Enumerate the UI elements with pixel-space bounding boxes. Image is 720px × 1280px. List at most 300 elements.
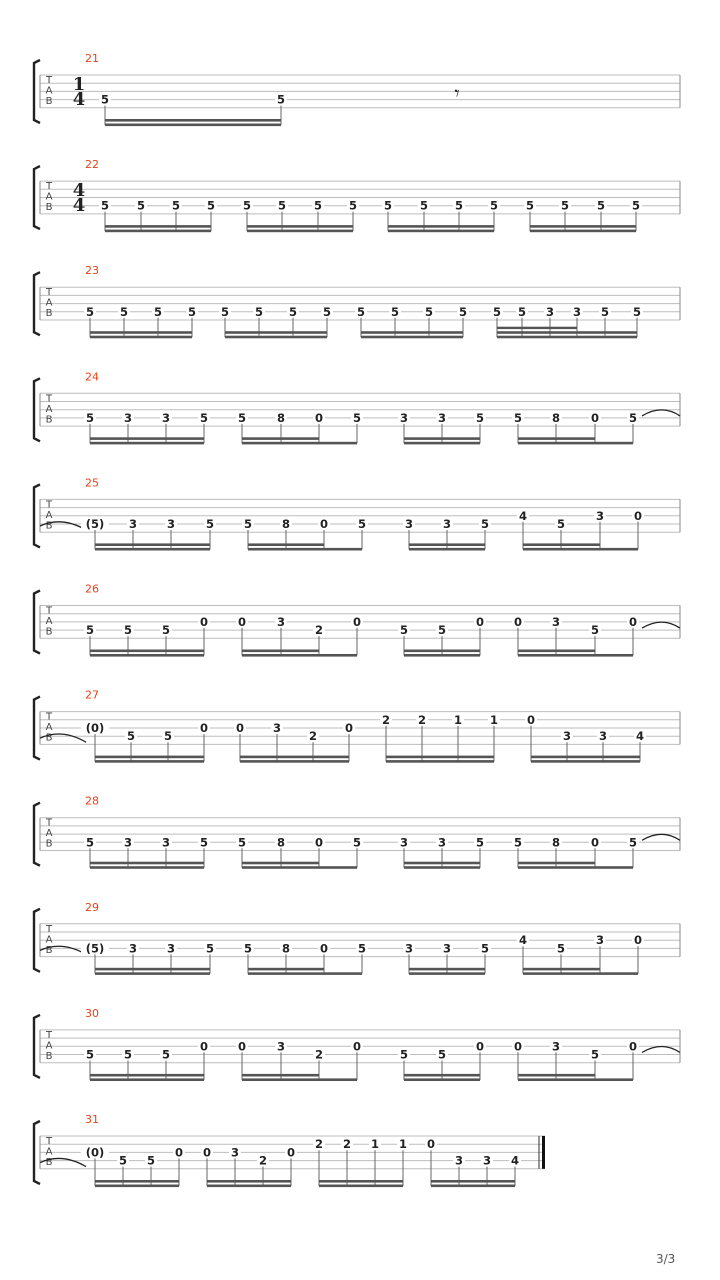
beam-secondary <box>531 756 640 759</box>
fret-number: 0 <box>475 1039 485 1054</box>
beam-secondary <box>240 756 349 759</box>
fret-number: 0 <box>633 508 643 523</box>
fret-number: 0 <box>590 835 600 850</box>
fret-number: 5 <box>85 623 95 638</box>
tab-clef-letter: B <box>45 202 53 214</box>
fret-number: 5 <box>348 198 358 213</box>
tab-clef-letter: A <box>45 509 53 521</box>
fret-number: 0 <box>314 410 324 425</box>
fret-number: 5 <box>123 623 133 638</box>
beam-secondary <box>404 437 480 440</box>
tab-clef-letter: A <box>45 1040 53 1052</box>
system-21 <box>34 52 680 126</box>
fret-number: 0 <box>199 614 209 629</box>
beam-primary <box>105 124 281 127</box>
fret-number: 5 <box>313 198 323 213</box>
fret-number: 5 <box>525 198 535 213</box>
tab-clef-letter: A <box>45 191 53 203</box>
system-26 <box>34 583 680 657</box>
system-bracket <box>34 272 40 335</box>
fret-number: 3 <box>551 1039 561 1054</box>
fret-number: 2 <box>258 1153 268 1168</box>
beam-secondary <box>404 1074 480 1077</box>
fret-number: 0 <box>235 721 245 735</box>
fret-number: 5 <box>126 729 136 744</box>
fret-number: 1 <box>370 1137 380 1152</box>
eighth-rest: 𝄾 <box>454 81 460 105</box>
beam-secondary <box>518 1074 595 1077</box>
fret-number: 0 <box>199 721 209 735</box>
beam-primary <box>242 442 357 445</box>
fret-number: 3 <box>161 410 171 425</box>
beam-secondary <box>361 331 463 334</box>
beam-primary <box>90 654 204 657</box>
fret-number: 5 <box>277 198 287 213</box>
measure-number: 24 <box>85 370 99 384</box>
fret-number: 2 <box>314 1137 324 1152</box>
fret-number: 3 <box>166 941 176 956</box>
tie-out <box>642 622 680 628</box>
fret-number: 5 <box>187 304 197 319</box>
fret-number: (5) <box>85 941 105 956</box>
fret-number: 0 <box>314 835 324 850</box>
system-22 <box>34 158 680 232</box>
fret-number: 3 <box>166 517 176 531</box>
fret-number: 3 <box>399 835 409 850</box>
beam-secondary <box>530 225 636 228</box>
fret-number: 3 <box>598 729 608 744</box>
fret-number: 3 <box>437 835 447 850</box>
fret-number: 1 <box>489 712 499 727</box>
fret-number: 8 <box>281 517 291 531</box>
fret-number: 8 <box>276 410 286 425</box>
fret-number: 3 <box>454 1153 464 1168</box>
measure-number: 29 <box>85 900 99 914</box>
beam-primary <box>225 336 327 339</box>
fret-number: 5 <box>419 198 429 213</box>
fret-number: 0 <box>628 1039 638 1054</box>
fret-number: 3 <box>572 304 582 319</box>
fret-number: 5 <box>596 198 606 213</box>
fret-number: 3 <box>161 835 171 850</box>
beam-primary <box>531 760 640 763</box>
fret-number: 3 <box>404 941 414 956</box>
beam-secondary <box>319 1180 403 1183</box>
fret-number: 3 <box>437 410 447 425</box>
beam-secondary <box>207 1180 291 1183</box>
fret-number: 5 <box>136 198 146 213</box>
tab-clef-letter: A <box>45 297 53 309</box>
fret-number: 0 <box>426 1137 436 1152</box>
tab-clef-letter: B <box>45 308 53 320</box>
fret-number: 2 <box>381 712 391 727</box>
beam-primary <box>404 1078 480 1081</box>
fret-number: 3 <box>545 304 555 319</box>
fret-number: 5 <box>454 198 464 213</box>
fret-number: 5 <box>480 517 490 531</box>
system-bracket <box>34 697 40 760</box>
tab-clef-letter: B <box>45 838 53 850</box>
tab-clef-letter: A <box>45 403 53 415</box>
system-23 <box>34 264 680 338</box>
fret-number: 3 <box>404 517 414 531</box>
fret-number: 3 <box>123 410 133 425</box>
fret-number: 5 <box>517 304 527 319</box>
tab-clef-letter: T <box>45 1136 53 1147</box>
fret-number: 5 <box>475 835 485 850</box>
fret-number: 2 <box>417 712 427 727</box>
beam-primary <box>319 1185 403 1188</box>
beam-secondary <box>404 650 480 653</box>
beam-primary <box>530 230 636 233</box>
system-bracket <box>34 1121 40 1184</box>
beam-secondary <box>242 650 319 653</box>
tab-clef-letter: T <box>45 1029 53 1041</box>
fret-number: 5 <box>560 198 570 213</box>
tab-clef-letter: B <box>45 96 53 107</box>
fret-number: 5 <box>600 304 610 319</box>
tab-clef-letter: T <box>45 923 53 935</box>
fret-number: (5) <box>85 517 105 531</box>
fret-number: 5 <box>556 941 566 956</box>
fret-number: 5 <box>357 517 367 531</box>
fret-number: 5 <box>628 835 638 850</box>
fret-number: 3 <box>442 941 452 956</box>
fret-number: 3 <box>562 729 572 744</box>
beam-primary <box>247 230 353 233</box>
fret-number: 3 <box>272 721 282 735</box>
fret-number: 5 <box>146 1153 156 1168</box>
fret-number: 0 <box>237 1039 247 1054</box>
beam-secondary <box>409 543 485 546</box>
fret-number: 2 <box>308 729 318 744</box>
fret-number: 5 <box>118 1153 128 1168</box>
fret-number: 3 <box>595 933 605 948</box>
fret-number: 5 <box>237 835 247 850</box>
system-bracket <box>34 484 40 547</box>
beam-secondary <box>90 862 204 865</box>
fret-number: 5 <box>85 1047 95 1062</box>
system-24 <box>34 370 680 444</box>
system-bracket <box>34 803 40 866</box>
fret-number: 5 <box>631 198 641 213</box>
measure-number: 22 <box>85 158 99 172</box>
beam-secondary <box>90 1074 204 1077</box>
fret-number: 0 <box>286 1145 296 1160</box>
tab-clef-letter: T <box>45 711 53 723</box>
beam-secondary <box>518 437 595 440</box>
tab-clef-letter: B <box>45 626 53 638</box>
beam-secondary <box>409 968 485 971</box>
fret-number: 8 <box>281 941 291 956</box>
fret-number: 0 <box>590 410 600 425</box>
tab-clef-letter: B <box>45 520 53 532</box>
tab-clef-letter: T <box>45 181 53 193</box>
fret-number: 5 <box>205 517 215 531</box>
fret-number: 3 <box>399 410 409 425</box>
system-30 <box>34 1007 680 1081</box>
tab-clef-letter: B <box>45 732 53 744</box>
fret-number: 5 <box>352 410 362 425</box>
fret-number: 5 <box>237 410 247 425</box>
beam-secondary <box>105 119 281 122</box>
beam-primary <box>388 230 494 233</box>
fret-number: 3 <box>128 941 138 956</box>
beam-primary <box>497 336 637 339</box>
fret-number: 8 <box>551 835 561 850</box>
beam-primary <box>404 866 480 869</box>
measure-number: 31 <box>85 1113 99 1126</box>
beam-secondary <box>90 650 204 653</box>
fret-number: 2 <box>314 1047 324 1062</box>
fret-number: 5 <box>399 623 409 638</box>
fret-number: 3 <box>276 614 286 629</box>
fret-number: 5 <box>632 304 642 319</box>
fret-number: 5 <box>220 304 230 319</box>
fret-number: 5 <box>399 1047 409 1062</box>
tab-clef-letter: T <box>45 499 53 511</box>
fret-number: 3 <box>595 508 605 523</box>
beam-primary <box>518 866 633 869</box>
fret-number: 5 <box>242 198 252 213</box>
fret-number: 5 <box>556 517 566 531</box>
fret-number: 5 <box>199 410 209 425</box>
beam-secondary <box>523 968 600 971</box>
measure-number: 30 <box>85 1006 99 1020</box>
fret-number: 1 <box>453 712 463 727</box>
beam-secondary <box>431 1180 515 1183</box>
beam-secondary <box>242 862 319 865</box>
fret-number: 0 <box>174 1145 184 1160</box>
fret-number: 2 <box>314 623 324 638</box>
beam-primary <box>207 1185 291 1188</box>
fret-number: 5 <box>513 410 523 425</box>
time-signature-top: 4 <box>72 180 86 202</box>
beam-primary <box>404 654 480 657</box>
measure-number: 25 <box>85 476 99 490</box>
fret-number: 5 <box>100 198 110 213</box>
fret-number: 3 <box>276 1039 286 1054</box>
beam-secondary <box>95 756 204 759</box>
fret-number: 0 <box>628 614 638 629</box>
fret-number: 5 <box>513 835 523 850</box>
fret-number: 5 <box>628 410 638 425</box>
fret-number: 0 <box>319 517 329 531</box>
tab-clef-letter: T <box>45 287 53 299</box>
fret-number: 0 <box>352 1039 362 1054</box>
fret-number: 0 <box>526 712 536 727</box>
measure-number: 27 <box>85 688 99 702</box>
tab-clef-letter: B <box>45 1050 53 1062</box>
fret-number: 5 <box>288 304 298 319</box>
beam-secondary <box>105 225 211 228</box>
fret-number: 5 <box>199 835 209 850</box>
system-bracket <box>34 166 40 229</box>
fret-number: 5 <box>383 198 393 213</box>
tab-clef-letter: A <box>45 616 53 627</box>
beam-primary <box>361 336 463 339</box>
fret-number: 5 <box>424 304 434 319</box>
fret-number: 5 <box>590 1047 600 1062</box>
measure-number: 21 <box>85 52 99 65</box>
beam-secondary <box>247 225 353 228</box>
fret-number: 5 <box>437 1047 447 1062</box>
fret-number: 5 <box>100 92 110 107</box>
fret-number: 5 <box>123 1047 133 1062</box>
beam-primary <box>386 760 494 763</box>
beam-primary <box>518 1078 633 1081</box>
beam-secondary <box>248 543 324 546</box>
system-bracket <box>34 1015 40 1078</box>
fret-number: 3 <box>442 517 452 531</box>
beam-primary <box>90 336 192 339</box>
time-signature-bottom: 4 <box>72 195 86 217</box>
fret-number: 5 <box>161 623 171 638</box>
tab-clef-letter: A <box>45 828 53 840</box>
beam-secondary <box>242 437 319 440</box>
system-bracket <box>34 378 40 441</box>
fret-number: 5 <box>243 517 253 531</box>
beam-primary <box>248 972 362 975</box>
tab-clef-letter: B <box>45 1157 53 1168</box>
fret-number: 5 <box>480 941 490 956</box>
beam-primary <box>409 548 485 551</box>
beam-primary <box>523 548 638 551</box>
fret-number: 5 <box>352 835 362 850</box>
system-bracket <box>34 60 40 123</box>
fret-number: 8 <box>551 410 561 425</box>
tab-clef-letter: T <box>45 75 53 86</box>
beam-secondary <box>90 331 192 334</box>
beam-primary <box>404 442 480 445</box>
fret-number: 5 <box>590 623 600 638</box>
system-bracket <box>34 909 40 972</box>
page-number: 3/3 <box>656 1252 676 1266</box>
fret-number: 5 <box>390 304 400 319</box>
fret-number: (0) <box>85 1145 105 1160</box>
system-28 <box>34 795 680 869</box>
beam-primary <box>105 230 211 233</box>
fret-number: 5 <box>475 410 485 425</box>
system-31 <box>34 1113 545 1187</box>
beam-secondary <box>388 225 494 228</box>
fret-number: 5 <box>119 304 129 319</box>
fret-number: 3 <box>123 835 133 850</box>
beam-primary <box>518 442 633 445</box>
fret-number: 5 <box>161 1047 171 1062</box>
fret-number: 5 <box>206 198 216 213</box>
fret-number: 5 <box>85 410 95 425</box>
tab-clef-letter: A <box>45 1146 53 1158</box>
tab-clef-letter: T <box>45 605 53 617</box>
fret-number: 0 <box>319 941 329 956</box>
beam-primary <box>95 972 210 975</box>
fret-number: 5 <box>85 835 95 850</box>
beam-primary <box>90 866 204 869</box>
fret-number: 5 <box>492 304 502 319</box>
beam-primary <box>90 1078 204 1081</box>
beam-primary <box>242 866 357 869</box>
fret-number: 5 <box>322 304 332 319</box>
fret-number: 0 <box>513 1039 523 1054</box>
system-27 <box>34 689 680 763</box>
fret-number: 0 <box>237 614 247 629</box>
fret-number: 4 <box>635 729 645 744</box>
fret-number: 0 <box>344 721 354 735</box>
fret-number: 2 <box>342 1137 352 1152</box>
fret-number: (0) <box>85 721 105 735</box>
beam-secondary <box>523 543 600 546</box>
beam-secondary <box>242 1074 319 1077</box>
tie-out <box>642 834 680 840</box>
tie-out <box>642 410 680 416</box>
fret-number: 3 <box>128 517 138 531</box>
fret-number: 0 <box>199 1039 209 1054</box>
fret-number: 5 <box>163 729 173 744</box>
beam-primary <box>242 654 357 657</box>
beam-secondary <box>225 331 327 334</box>
fret-number: 5 <box>171 198 181 213</box>
fret-number: 5 <box>153 304 163 319</box>
system-bracket <box>34 591 40 654</box>
beam-secondary <box>95 1180 179 1183</box>
beam-secondary <box>404 862 480 865</box>
fret-number: 0 <box>202 1145 212 1160</box>
fret-number: 3 <box>482 1153 492 1168</box>
fret-number: 5 <box>489 198 499 213</box>
tab-clef-letter: B <box>45 944 53 956</box>
system-25 <box>34 476 680 550</box>
tab-clef-letter: A <box>45 934 53 946</box>
beam-primary <box>409 972 485 975</box>
beam-primary <box>95 1185 179 1188</box>
fret-number: 5 <box>276 92 286 107</box>
beam-secondary <box>518 650 595 653</box>
beam-secondary <box>95 543 210 546</box>
fret-number: 5 <box>458 304 468 319</box>
beam-primary <box>240 760 349 763</box>
measure-number: 28 <box>85 794 99 808</box>
beam-secondary <box>386 756 494 759</box>
time-signature-bottom: 4 <box>72 89 86 110</box>
fret-number: 0 <box>633 933 643 948</box>
time-signature-top: 1 <box>72 74 86 95</box>
fret-number: 5 <box>205 941 215 956</box>
fret-number: 4 <box>518 933 528 948</box>
beam-primary <box>95 548 210 551</box>
beam-primary <box>95 760 204 763</box>
tab-clef-letter: A <box>45 722 53 734</box>
tab-clef-letter: T <box>45 817 53 829</box>
fret-number: 5 <box>254 304 264 319</box>
tie-out <box>642 1047 680 1053</box>
system-29 <box>34 901 680 975</box>
tab-clef-letter: T <box>45 393 53 405</box>
beam-secondary <box>90 437 204 440</box>
beam-primary <box>523 972 638 975</box>
fret-number: 5 <box>356 304 366 319</box>
fret-number: 8 <box>276 835 286 850</box>
fret-number: 4 <box>510 1153 520 1168</box>
beam-primary <box>431 1185 515 1188</box>
fret-number: 1 <box>398 1137 408 1152</box>
fret-number: 4 <box>518 508 528 523</box>
beam-primary <box>90 442 204 445</box>
fret-number: 0 <box>475 614 485 629</box>
fret-number: 0 <box>352 614 362 629</box>
beam-primary <box>248 548 362 551</box>
beam-tertiary <box>497 327 577 329</box>
